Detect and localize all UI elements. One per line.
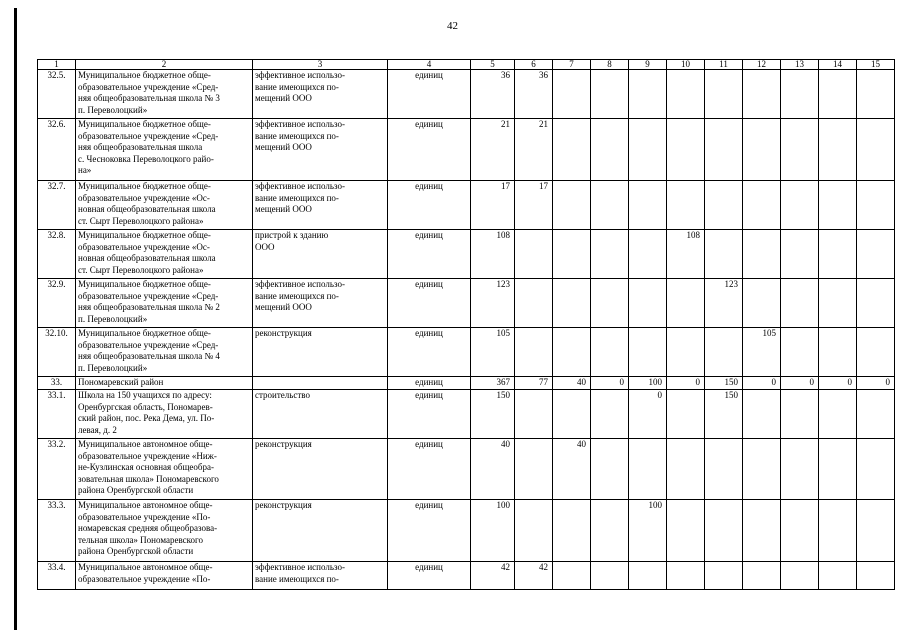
table-row xyxy=(38,390,895,439)
action-type: эффективное использо- вание имеющихся по- мещений ООО xyxy=(253,119,388,181)
table-row xyxy=(38,70,895,119)
table-row xyxy=(38,181,895,230)
col9-value: 0 xyxy=(629,390,667,439)
col14-value xyxy=(819,328,857,377)
table-row xyxy=(38,328,895,377)
header-row xyxy=(38,60,895,70)
col6-value xyxy=(515,500,553,562)
col13-value xyxy=(781,562,819,590)
institution-name: Пономаревский район xyxy=(76,377,253,390)
col12-value xyxy=(743,230,781,279)
col13-value xyxy=(781,70,819,119)
col8-value xyxy=(591,390,629,439)
column-header: 7 xyxy=(553,60,591,70)
column-header: 11 xyxy=(705,60,743,70)
col15-value xyxy=(857,230,895,279)
col15-value xyxy=(857,181,895,230)
col7-value xyxy=(553,279,591,328)
institution-name: Муниципальное бюджетное обще- образовательное учреждение «Ос- новная общеобразовательная школа ст. Сырт Переволоцкого района» xyxy=(76,230,253,279)
column-header: 3 xyxy=(253,60,388,70)
col11-value: 150 xyxy=(705,377,743,390)
institution-name: Школа на 150 учащихся по адресу: Оренбургская область, Пономарев- ский район, пос. Река Дема, ул. По- левая, д. 2 xyxy=(76,390,253,439)
col8-value xyxy=(591,70,629,119)
col12-value: 0 xyxy=(743,377,781,390)
col15-value: 0 xyxy=(857,377,895,390)
col15-value xyxy=(857,562,895,590)
col12-value xyxy=(743,279,781,328)
col8-value xyxy=(591,500,629,562)
table-row xyxy=(38,377,895,390)
total-value: 42 xyxy=(471,562,515,590)
action-type: строительство xyxy=(253,390,388,439)
col8-value xyxy=(591,230,629,279)
table-body xyxy=(38,60,895,590)
left-margin-rule xyxy=(14,8,17,630)
col7-value: 40 xyxy=(553,377,591,390)
unit: единиц xyxy=(388,328,471,377)
col13-value xyxy=(781,439,819,500)
institution-name: Муниципальное бюджетное обще- образовательное учреждение «Сред- няя общеобразовательная школа № 3 п. Переволоцкий» xyxy=(76,70,253,119)
col15-value xyxy=(857,70,895,119)
col10-value xyxy=(667,119,705,181)
total-value: 123 xyxy=(471,279,515,328)
institution-name: Муниципальное бюджетное обще- образовательное учреждение «Сред- няя общеобразовательная школа № 4 п. Переволоцкий» xyxy=(76,328,253,377)
column-header: 1 xyxy=(38,60,76,70)
col13-value xyxy=(781,279,819,328)
col10-value: 108 xyxy=(667,230,705,279)
col10-value xyxy=(667,390,705,439)
col14-value xyxy=(819,119,857,181)
col8-value xyxy=(591,279,629,328)
table-row xyxy=(38,439,895,500)
col10-value xyxy=(667,279,705,328)
unit: единиц xyxy=(388,390,471,439)
col12-value xyxy=(743,390,781,439)
col13-value xyxy=(781,500,819,562)
column-header: 8 xyxy=(591,60,629,70)
col15-value xyxy=(857,328,895,377)
col11-value xyxy=(705,70,743,119)
col11-value xyxy=(705,439,743,500)
data-table xyxy=(37,59,895,590)
col10-value: 0 xyxy=(667,377,705,390)
col11-value xyxy=(705,328,743,377)
col15-value xyxy=(857,390,895,439)
col9-value xyxy=(629,328,667,377)
unit: единиц xyxy=(388,230,471,279)
col7-value xyxy=(553,562,591,590)
row-number: 32.7. xyxy=(38,181,76,230)
total-value: 150 xyxy=(471,390,515,439)
col9-value xyxy=(629,70,667,119)
col15-value xyxy=(857,439,895,500)
col7-value xyxy=(553,328,591,377)
col12-value xyxy=(743,70,781,119)
action-type: пристрой к зданию ООО xyxy=(253,230,388,279)
col13-value xyxy=(781,119,819,181)
col14-value xyxy=(819,390,857,439)
total-value: 100 xyxy=(471,500,515,562)
action-type: эффективное использо- вание имеющихся по- xyxy=(253,562,388,590)
column-header: 2 xyxy=(76,60,253,70)
col13-value: 0 xyxy=(781,377,819,390)
col7-value xyxy=(553,390,591,439)
action-type: эффективное использо- вание имеющихся по- мещений ООО xyxy=(253,70,388,119)
col10-value xyxy=(667,500,705,562)
total-value: 108 xyxy=(471,230,515,279)
col9-value xyxy=(629,119,667,181)
col11-value xyxy=(705,562,743,590)
column-header: 14 xyxy=(819,60,857,70)
col9-value xyxy=(629,181,667,230)
action-type: реконструкция xyxy=(253,500,388,562)
col12-value xyxy=(743,562,781,590)
col6-value xyxy=(515,328,553,377)
col6-value xyxy=(515,390,553,439)
action-type: эффективное использо- вание имеющихся по- мещений ООО xyxy=(253,279,388,328)
row-number: 33. xyxy=(38,377,76,390)
col10-value xyxy=(667,439,705,500)
col6-value: 77 xyxy=(515,377,553,390)
table-row xyxy=(38,562,895,590)
institution-name: Муниципальное бюджетное обще- образовательное учреждение «Ос- новная общеобразовательная школа ст. Сырт Переволоцкого района» xyxy=(76,181,253,230)
col14-value xyxy=(819,500,857,562)
col13-value xyxy=(781,328,819,377)
action-type xyxy=(253,377,388,390)
column-header: 13 xyxy=(781,60,819,70)
col8-value xyxy=(591,562,629,590)
column-header: 10 xyxy=(667,60,705,70)
total-value: 36 xyxy=(471,70,515,119)
col10-value xyxy=(667,181,705,230)
col11-value: 123 xyxy=(705,279,743,328)
col6-value xyxy=(515,230,553,279)
table-row xyxy=(38,500,895,562)
col12-value xyxy=(743,181,781,230)
col9-value xyxy=(629,439,667,500)
row-number: 32.8. xyxy=(38,230,76,279)
unit: единиц xyxy=(388,377,471,390)
col7-value xyxy=(553,230,591,279)
col6-value: 42 xyxy=(515,562,553,590)
col8-value: 0 xyxy=(591,377,629,390)
table-row xyxy=(38,119,895,181)
action-type: реконструкция xyxy=(253,439,388,500)
col10-value xyxy=(667,328,705,377)
row-number: 33.1. xyxy=(38,390,76,439)
col15-value xyxy=(857,279,895,328)
col7-value: 40 xyxy=(553,439,591,500)
row-number: 33.4. xyxy=(38,562,76,590)
col8-value xyxy=(591,439,629,500)
col14-value xyxy=(819,439,857,500)
col15-value xyxy=(857,119,895,181)
col6-value: 36 xyxy=(515,70,553,119)
column-header: 4 xyxy=(388,60,471,70)
action-type: эффективное использо- вание имеющихся по- мещений ООО xyxy=(253,181,388,230)
col7-value xyxy=(553,500,591,562)
unit: единиц xyxy=(388,70,471,119)
col12-value xyxy=(743,439,781,500)
col9-value: 100 xyxy=(629,500,667,562)
col11-value: 150 xyxy=(705,390,743,439)
col10-value xyxy=(667,562,705,590)
col6-value: 21 xyxy=(515,119,553,181)
row-number: 32.5. xyxy=(38,70,76,119)
col8-value xyxy=(591,328,629,377)
institution-name: Муниципальное автономное обще- образовательное учреждение «По- номаревская средняя общеобразова- тельная школа» Пономаревского района Оренбургской области xyxy=(76,500,253,562)
unit: единиц xyxy=(388,279,471,328)
column-header: 5 xyxy=(471,60,515,70)
column-header: 12 xyxy=(743,60,781,70)
unit: единиц xyxy=(388,562,471,590)
col8-value xyxy=(591,181,629,230)
col7-value xyxy=(553,70,591,119)
institution-name: Муниципальное бюджетное обще- образовательное учреждение «Сред- няя общеобразовательная школа № 2 п. Переволоцкий» xyxy=(76,279,253,328)
col11-value xyxy=(705,500,743,562)
col14-value xyxy=(819,562,857,590)
table-row xyxy=(38,230,895,279)
column-header: 9 xyxy=(629,60,667,70)
col8-value xyxy=(591,119,629,181)
col7-value xyxy=(553,181,591,230)
institution-name: Муниципальное автономное обще- образовательное учреждение «По- xyxy=(76,562,253,590)
col15-value xyxy=(857,500,895,562)
col11-value xyxy=(705,181,743,230)
column-header: 6 xyxy=(515,60,553,70)
table-row xyxy=(38,279,895,328)
col13-value xyxy=(781,230,819,279)
row-number: 33.3. xyxy=(38,500,76,562)
row-number: 33.2. xyxy=(38,439,76,500)
col9-value xyxy=(629,230,667,279)
column-header: 15 xyxy=(857,60,895,70)
row-number: 32.9. xyxy=(38,279,76,328)
col7-value xyxy=(553,119,591,181)
institution-name: Муниципальное автономное обще- образовательное учреждение «Ниж- не-Кузлинская основная общеобра- зовательная школа» Пономаревского района Оренбургской области xyxy=(76,439,253,500)
total-value: 21 xyxy=(471,119,515,181)
col11-value xyxy=(705,230,743,279)
unit: единиц xyxy=(388,439,471,500)
row-number: 32.10. xyxy=(38,328,76,377)
col13-value xyxy=(781,181,819,230)
col14-value xyxy=(819,70,857,119)
col9-value xyxy=(629,279,667,328)
col14-value: 0 xyxy=(819,377,857,390)
col13-value xyxy=(781,390,819,439)
total-value: 17 xyxy=(471,181,515,230)
page-number: 42 xyxy=(447,20,458,32)
col6-value: 17 xyxy=(515,181,553,230)
col14-value xyxy=(819,279,857,328)
row-number: 32.6. xyxy=(38,119,76,181)
col12-value xyxy=(743,500,781,562)
total-value: 40 xyxy=(471,439,515,500)
col14-value xyxy=(819,181,857,230)
col11-value xyxy=(705,119,743,181)
institution-name: Муниципальное бюджетное обще- образовательное учреждение «Сред- няя общеобразовательная школа с. Чесноковка Переволоцкого райо- на» xyxy=(76,119,253,181)
action-type: реконструкция xyxy=(253,328,388,377)
col14-value xyxy=(819,230,857,279)
col10-value xyxy=(667,70,705,119)
col6-value xyxy=(515,439,553,500)
unit: единиц xyxy=(388,500,471,562)
unit: единиц xyxy=(388,119,471,181)
col6-value xyxy=(515,279,553,328)
col12-value: 105 xyxy=(743,328,781,377)
col9-value xyxy=(629,562,667,590)
total-value: 105 xyxy=(471,328,515,377)
unit: единиц xyxy=(388,181,471,230)
col12-value xyxy=(743,119,781,181)
col9-value: 100 xyxy=(629,377,667,390)
total-value: 367 xyxy=(471,377,515,390)
